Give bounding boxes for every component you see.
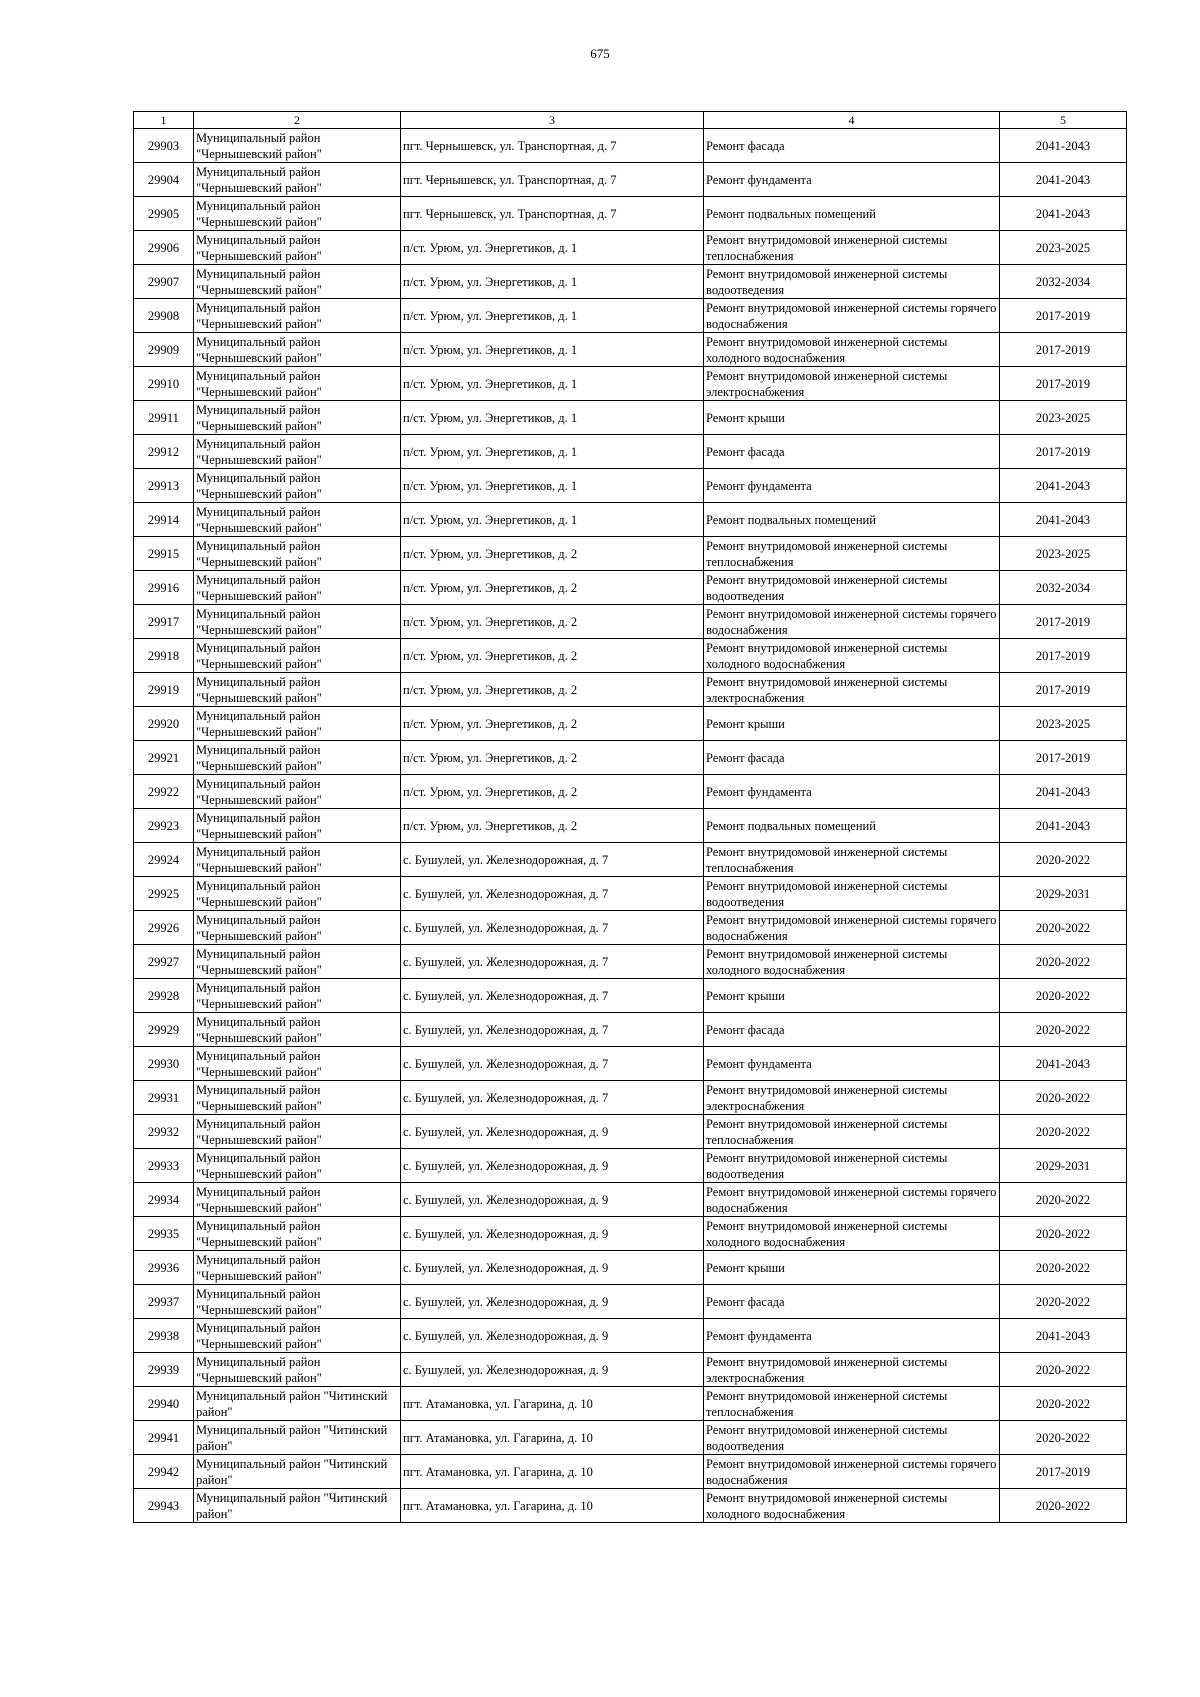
cell-municipality: Муниципальный район "Чернышевский район" — [194, 469, 401, 503]
cell-municipality: Муниципальный район "Читинский район" — [194, 1489, 401, 1523]
table-row — [134, 1047, 1127, 1081]
cell-address: п/ст. Урюм, ул. Энергетиков, д. 1 — [401, 367, 704, 401]
repair-schedule-table — [133, 111, 1127, 1523]
cell-municipality: Муниципальный район "Чернышевский район" — [194, 1013, 401, 1047]
cell-row-number: 29931 — [134, 1081, 194, 1115]
cell-period: 2020-2022 — [1000, 1387, 1127, 1421]
cell-municipality: Муниципальный район "Чернышевский район" — [194, 1149, 401, 1183]
cell-municipality: Муниципальный район "Чернышевский район" — [194, 1081, 401, 1115]
cell-address: с. Бушулей, ул. Железнодорожная, д. 9 — [401, 1319, 704, 1353]
cell-work-type: Ремонт внутридомовой инженерной системы теплоснабжения — [704, 1115, 1000, 1149]
table-row — [134, 1421, 1127, 1455]
cell-address: с. Бушулей, ул. Железнодорожная, д. 7 — [401, 1081, 704, 1115]
cell-municipality: Муниципальный район "Чернышевский район" — [194, 775, 401, 809]
cell-work-type: Ремонт крыши — [704, 979, 1000, 1013]
cell-address: п/ст. Урюм, ул. Энергетиков, д. 1 — [401, 469, 704, 503]
cell-municipality: Муниципальный район "Чернышевский район" — [194, 639, 401, 673]
cell-address: п/ст. Урюм, ул. Энергетиков, д. 1 — [401, 299, 704, 333]
cell-address: п/ст. Урюм, ул. Энергетиков, д. 2 — [401, 537, 704, 571]
cell-address: с. Бушулей, ул. Железнодорожная, д. 9 — [401, 1251, 704, 1285]
cell-period: 2020-2022 — [1000, 911, 1127, 945]
cell-work-type: Ремонт внутридомовой инженерной системы электроснабжения — [704, 673, 1000, 707]
cell-period: 2020-2022 — [1000, 1421, 1127, 1455]
cell-work-type: Ремонт крыши — [704, 401, 1000, 435]
cell-row-number: 29912 — [134, 435, 194, 469]
cell-address: п/ст. Урюм, ул. Энергетиков, д. 2 — [401, 809, 704, 843]
cell-row-number: 29938 — [134, 1319, 194, 1353]
cell-address: п/ст. Урюм, ул. Энергетиков, д. 2 — [401, 639, 704, 673]
table-row — [134, 265, 1127, 299]
cell-period: 2017-2019 — [1000, 367, 1127, 401]
cell-municipality: Муниципальный район "Чернышевский район" — [194, 707, 401, 741]
cell-address: с. Бушулей, ул. Железнодорожная, д. 7 — [401, 877, 704, 911]
header-col-5: 5 — [1000, 112, 1127, 129]
cell-work-type: Ремонт фундамента — [704, 1047, 1000, 1081]
cell-row-number: 29907 — [134, 265, 194, 299]
cell-row-number: 29940 — [134, 1387, 194, 1421]
cell-municipality: Муниципальный район "Чернышевский район" — [194, 1183, 401, 1217]
cell-municipality: Муниципальный район "Читинский район" — [194, 1455, 401, 1489]
cell-period: 2032-2034 — [1000, 571, 1127, 605]
cell-period: 2041-2043 — [1000, 469, 1127, 503]
cell-municipality: Муниципальный район "Чернышевский район" — [194, 129, 401, 163]
table-row — [134, 299, 1127, 333]
cell-address: п/ст. Урюм, ул. Энергетиков, д. 1 — [401, 435, 704, 469]
cell-row-number: 29936 — [134, 1251, 194, 1285]
cell-address: с. Бушулей, ул. Железнодорожная, д. 9 — [401, 1149, 704, 1183]
table-row — [134, 945, 1127, 979]
cell-work-type: Ремонт фундамента — [704, 775, 1000, 809]
cell-work-type: Ремонт внутридомовой инженерной системы водоотведения — [704, 571, 1000, 605]
cell-period: 2023-2025 — [1000, 537, 1127, 571]
cell-municipality: Муниципальный район "Чернышевский район" — [194, 163, 401, 197]
cell-municipality: Муниципальный район "Чернышевский район" — [194, 979, 401, 1013]
table-row — [134, 1081, 1127, 1115]
cell-municipality: Муниципальный район "Чернышевский район" — [194, 503, 401, 537]
cell-period: 2020-2022 — [1000, 1251, 1127, 1285]
cell-row-number: 29928 — [134, 979, 194, 1013]
cell-period: 2017-2019 — [1000, 333, 1127, 367]
cell-period: 2023-2025 — [1000, 707, 1127, 741]
cell-row-number: 29924 — [134, 843, 194, 877]
cell-row-number: 29910 — [134, 367, 194, 401]
cell-work-type: Ремонт внутридомовой инженерной системы электроснабжения — [704, 367, 1000, 401]
cell-municipality: Муниципальный район "Чернышевский район" — [194, 299, 401, 333]
cell-work-type: Ремонт внутридомовой инженерной системы горячего водоснабжения — [704, 299, 1000, 333]
table-row — [134, 367, 1127, 401]
table-row — [134, 231, 1127, 265]
cell-work-type: Ремонт внутридомовой инженерной системы горячего водоснабжения — [704, 1183, 1000, 1217]
cell-work-type: Ремонт внутридомовой инженерной системы холодного водоснабжения — [704, 1489, 1000, 1523]
cell-period: 2041-2043 — [1000, 197, 1127, 231]
cell-period: 2041-2043 — [1000, 1047, 1127, 1081]
cell-row-number: 29934 — [134, 1183, 194, 1217]
cell-address: п/ст. Урюм, ул. Энергетиков, д. 1 — [401, 231, 704, 265]
cell-work-type: Ремонт фундамента — [704, 1319, 1000, 1353]
cell-address: с. Бушулей, ул. Железнодорожная, д. 7 — [401, 843, 704, 877]
cell-address: пгт. Атамановка, ул. Гагарина, д. 10 — [401, 1455, 704, 1489]
cell-municipality: Муниципальный район "Чернышевский район" — [194, 741, 401, 775]
table-row — [134, 877, 1127, 911]
cell-period: 2017-2019 — [1000, 1455, 1127, 1489]
cell-row-number: 29918 — [134, 639, 194, 673]
cell-work-type: Ремонт внутридомовой инженерной системы холодного водоснабжения — [704, 945, 1000, 979]
table-row — [134, 333, 1127, 367]
cell-period: 2017-2019 — [1000, 299, 1127, 333]
cell-period: 2017-2019 — [1000, 741, 1127, 775]
cell-row-number: 29929 — [134, 1013, 194, 1047]
cell-address: пгт. Чернышевск, ул. Транспортная, д. 7 — [401, 163, 704, 197]
cell-address: п/ст. Урюм, ул. Энергетиков, д. 2 — [401, 571, 704, 605]
cell-address: п/ст. Урюм, ул. Энергетиков, д. 2 — [401, 775, 704, 809]
cell-row-number: 29922 — [134, 775, 194, 809]
header-col-2: 2 — [194, 112, 401, 129]
cell-address: с. Бушулей, ул. Железнодорожная, д. 7 — [401, 1047, 704, 1081]
cell-row-number: 29917 — [134, 605, 194, 639]
cell-municipality: Муниципальный район "Чернышевский район" — [194, 333, 401, 367]
cell-row-number: 29932 — [134, 1115, 194, 1149]
cell-municipality: Муниципальный район "Чернышевский район" — [194, 571, 401, 605]
cell-municipality: Муниципальный район "Чернышевский район" — [194, 401, 401, 435]
header-col-3: 3 — [401, 112, 704, 129]
cell-row-number: 29937 — [134, 1285, 194, 1319]
cell-address: п/ст. Урюм, ул. Энергетиков, д. 2 — [401, 673, 704, 707]
cell-period: 2017-2019 — [1000, 639, 1127, 673]
cell-work-type: Ремонт внутридомовой инженерной системы водоотведения — [704, 265, 1000, 299]
cell-row-number: 29943 — [134, 1489, 194, 1523]
header-col-4: 4 — [704, 112, 1000, 129]
table-row — [134, 1013, 1127, 1047]
cell-period: 2020-2022 — [1000, 1081, 1127, 1115]
cell-municipality: Муниципальный район "Чернышевский район" — [194, 1115, 401, 1149]
cell-work-type: Ремонт внутридомовой инженерной системы водоотведения — [704, 1421, 1000, 1455]
cell-row-number: 29921 — [134, 741, 194, 775]
cell-address: п/ст. Урюм, ул. Энергетиков, д. 2 — [401, 741, 704, 775]
cell-row-number: 29914 — [134, 503, 194, 537]
cell-period: 2041-2043 — [1000, 129, 1127, 163]
cell-row-number: 29925 — [134, 877, 194, 911]
table-row — [134, 639, 1127, 673]
cell-municipality: Муниципальный район "Чернышевский район" — [194, 843, 401, 877]
cell-period: 2020-2022 — [1000, 1115, 1127, 1149]
table-row — [134, 1183, 1127, 1217]
cell-row-number: 29939 — [134, 1353, 194, 1387]
cell-address: с. Бушулей, ул. Железнодорожная, д. 7 — [401, 911, 704, 945]
cell-period: 2020-2022 — [1000, 1285, 1127, 1319]
cell-address: с. Бушулей, ул. Железнодорожная, д. 9 — [401, 1115, 704, 1149]
header-col-1: 1 — [134, 112, 194, 129]
cell-period: 2041-2043 — [1000, 163, 1127, 197]
cell-period: 2041-2043 — [1000, 503, 1127, 537]
cell-municipality: Муниципальный район "Читинский район" — [194, 1387, 401, 1421]
table-row — [134, 1149, 1127, 1183]
table-row — [134, 435, 1127, 469]
cell-period: 2020-2022 — [1000, 843, 1127, 877]
cell-row-number: 29933 — [134, 1149, 194, 1183]
cell-period: 2020-2022 — [1000, 979, 1127, 1013]
cell-work-type: Ремонт фасада — [704, 741, 1000, 775]
table-row — [134, 1285, 1127, 1319]
table-row — [134, 775, 1127, 809]
cell-period: 2017-2019 — [1000, 435, 1127, 469]
cell-work-type: Ремонт подвальных помещений — [704, 197, 1000, 231]
table-row — [134, 1455, 1127, 1489]
cell-period: 2020-2022 — [1000, 1013, 1127, 1047]
cell-period: 2041-2043 — [1000, 809, 1127, 843]
cell-row-number: 29927 — [134, 945, 194, 979]
cell-work-type: Ремонт внутридомовой инженерной системы горячего водоснабжения — [704, 911, 1000, 945]
cell-work-type: Ремонт внутридомовой инженерной системы горячего водоснабжения — [704, 1455, 1000, 1489]
cell-address: с. Бушулей, ул. Железнодорожная, д. 7 — [401, 979, 704, 1013]
cell-row-number: 29935 — [134, 1217, 194, 1251]
cell-period: 2020-2022 — [1000, 1183, 1127, 1217]
cell-work-type: Ремонт внутридомовой инженерной системы холодного водоснабжения — [704, 333, 1000, 367]
cell-municipality: Муниципальный район "Чернышевский район" — [194, 367, 401, 401]
cell-address: п/ст. Урюм, ул. Энергетиков, д. 2 — [401, 707, 704, 741]
cell-address: пгт. Чернышевск, ул. Транспортная, д. 7 — [401, 129, 704, 163]
table-row — [134, 1353, 1127, 1387]
table-body — [134, 129, 1127, 1523]
cell-address: пгт. Атамановка, ул. Гагарина, д. 10 — [401, 1489, 704, 1523]
cell-municipality: Муниципальный район "Чернышевский район" — [194, 231, 401, 265]
cell-work-type: Ремонт крыши — [704, 1251, 1000, 1285]
table-row — [134, 571, 1127, 605]
cell-period: 2023-2025 — [1000, 401, 1127, 435]
table-header-row — [134, 112, 1127, 129]
cell-row-number: 29904 — [134, 163, 194, 197]
cell-address: п/ст. Урюм, ул. Энергетиков, д. 2 — [401, 605, 704, 639]
cell-address: п/ст. Урюм, ул. Энергетиков, д. 1 — [401, 333, 704, 367]
cell-work-type: Ремонт внутридомовой инженерной системы водоотведения — [704, 1149, 1000, 1183]
table-row — [134, 1489, 1127, 1523]
table-row — [134, 979, 1127, 1013]
table-row — [134, 503, 1127, 537]
cell-row-number: 29915 — [134, 537, 194, 571]
cell-row-number: 29911 — [134, 401, 194, 435]
cell-row-number: 29920 — [134, 707, 194, 741]
cell-period: 2029-2031 — [1000, 1149, 1127, 1183]
cell-address: с. Бушулей, ул. Железнодорожная, д. 9 — [401, 1183, 704, 1217]
cell-row-number: 29903 — [134, 129, 194, 163]
cell-municipality: Муниципальный район "Чернышевский район" — [194, 537, 401, 571]
table-row — [134, 1217, 1127, 1251]
cell-municipality: Муниципальный район "Чернышевский район" — [194, 1319, 401, 1353]
cell-municipality: Муниципальный район "Чернышевский район" — [194, 265, 401, 299]
table-row — [134, 469, 1127, 503]
cell-row-number: 29908 — [134, 299, 194, 333]
page-number: 675 — [590, 46, 610, 61]
cell-work-type: Ремонт внутридомовой инженерной системы электроснабжения — [704, 1081, 1000, 1115]
cell-work-type: Ремонт фундамента — [704, 163, 1000, 197]
cell-municipality: Муниципальный район "Чернышевский район" — [194, 1285, 401, 1319]
cell-period: 2020-2022 — [1000, 945, 1127, 979]
cell-municipality: Муниципальный район "Читинский район" — [194, 1421, 401, 1455]
cell-municipality: Муниципальный район "Чернышевский район" — [194, 435, 401, 469]
cell-address: п/ст. Урюм, ул. Энергетиков, д. 1 — [401, 503, 704, 537]
cell-municipality: Муниципальный район "Чернышевский район" — [194, 1251, 401, 1285]
cell-work-type: Ремонт фасада — [704, 1285, 1000, 1319]
cell-row-number: 29930 — [134, 1047, 194, 1081]
cell-address: с. Бушулей, ул. Железнодорожная, д. 9 — [401, 1353, 704, 1387]
cell-row-number: 29942 — [134, 1455, 194, 1489]
cell-municipality: Муниципальный район "Чернышевский район" — [194, 673, 401, 707]
cell-municipality: Муниципальный район "Чернышевский район" — [194, 197, 401, 231]
cell-period: 2041-2043 — [1000, 1319, 1127, 1353]
table-row — [134, 809, 1127, 843]
cell-address: п/ст. Урюм, ул. Энергетиков, д. 1 — [401, 265, 704, 299]
cell-work-type: Ремонт внутридомовой инженерной системы электроснабжения — [704, 1353, 1000, 1387]
cell-row-number: 29916 — [134, 571, 194, 605]
cell-row-number: 29905 — [134, 197, 194, 231]
cell-municipality: Муниципальный район "Чернышевский район" — [194, 605, 401, 639]
cell-address: с. Бушулей, ул. Железнодорожная, д. 9 — [401, 1285, 704, 1319]
cell-row-number: 29913 — [134, 469, 194, 503]
cell-work-type: Ремонт внутридомовой инженерной системы горячего водоснабжения — [704, 605, 1000, 639]
cell-work-type: Ремонт крыши — [704, 707, 1000, 741]
cell-work-type: Ремонт фундамента — [704, 469, 1000, 503]
cell-work-type: Ремонт подвальных помещений — [704, 809, 1000, 843]
cell-work-type: Ремонт внутридомовой инженерной системы теплоснабжения — [704, 1387, 1000, 1421]
cell-row-number: 29919 — [134, 673, 194, 707]
table-row — [134, 197, 1127, 231]
cell-municipality: Муниципальный район "Чернышевский район" — [194, 1217, 401, 1251]
cell-address: пгт. Чернышевск, ул. Транспортная, д. 7 — [401, 197, 704, 231]
table-row — [134, 605, 1127, 639]
cell-period: 2017-2019 — [1000, 605, 1127, 639]
cell-row-number: 29906 — [134, 231, 194, 265]
cell-address: с. Бушулей, ул. Железнодорожная, д. 7 — [401, 1013, 704, 1047]
cell-work-type: Ремонт внутридомовой инженерной системы водоотведения — [704, 877, 1000, 911]
table-row — [134, 911, 1127, 945]
cell-work-type: Ремонт внутридомовой инженерной системы теплоснабжения — [704, 537, 1000, 571]
table-row — [134, 1319, 1127, 1353]
cell-municipality: Муниципальный район "Чернышевский район" — [194, 877, 401, 911]
cell-municipality: Муниципальный район "Чернышевский район" — [194, 945, 401, 979]
cell-period: 2041-2043 — [1000, 775, 1127, 809]
cell-work-type: Ремонт фасада — [704, 435, 1000, 469]
table-row — [134, 1387, 1127, 1421]
table-row — [134, 163, 1127, 197]
cell-work-type: Ремонт внутридомовой инженерной системы теплоснабжения — [704, 231, 1000, 265]
table-row — [134, 673, 1127, 707]
cell-period: 2020-2022 — [1000, 1489, 1127, 1523]
cell-address: пгт. Атамановка, ул. Гагарина, д. 10 — [401, 1387, 704, 1421]
table-row — [134, 707, 1127, 741]
cell-row-number: 29926 — [134, 911, 194, 945]
table-row — [134, 129, 1127, 163]
table-row — [134, 843, 1127, 877]
cell-work-type: Ремонт фасада — [704, 1013, 1000, 1047]
table-row — [134, 741, 1127, 775]
cell-period: 2029-2031 — [1000, 877, 1127, 911]
cell-municipality: Муниципальный район "Чернышевский район" — [194, 809, 401, 843]
cell-row-number: 29909 — [134, 333, 194, 367]
cell-period: 2032-2034 — [1000, 265, 1127, 299]
table-row — [134, 401, 1127, 435]
table-row — [134, 537, 1127, 571]
cell-period: 2023-2025 — [1000, 231, 1127, 265]
cell-work-type: Ремонт подвальных помещений — [704, 503, 1000, 537]
cell-municipality: Муниципальный район "Чернышевский район" — [194, 1047, 401, 1081]
cell-address: с. Бушулей, ул. Железнодорожная, д. 9 — [401, 1217, 704, 1251]
table-row — [134, 1115, 1127, 1149]
cell-municipality: Муниципальный район "Чернышевский район" — [194, 1353, 401, 1387]
cell-work-type: Ремонт внутридомовой инженерной системы холодного водоснабжения — [704, 639, 1000, 673]
cell-municipality: Муниципальный район "Чернышевский район" — [194, 911, 401, 945]
cell-address: пгт. Атамановка, ул. Гагарина, д. 10 — [401, 1421, 704, 1455]
table-row — [134, 1251, 1127, 1285]
cell-work-type: Ремонт фасада — [704, 129, 1000, 163]
cell-period: 2020-2022 — [1000, 1217, 1127, 1251]
cell-period: 2017-2019 — [1000, 673, 1127, 707]
cell-row-number: 29941 — [134, 1421, 194, 1455]
cell-work-type: Ремонт внутридомовой инженерной системы холодного водоснабжения — [704, 1217, 1000, 1251]
cell-row-number: 29923 — [134, 809, 194, 843]
cell-address: п/ст. Урюм, ул. Энергетиков, д. 1 — [401, 401, 704, 435]
cell-period: 2020-2022 — [1000, 1353, 1127, 1387]
cell-work-type: Ремонт внутридомовой инженерной системы теплоснабжения — [704, 843, 1000, 877]
cell-address: с. Бушулей, ул. Железнодорожная, д. 7 — [401, 945, 704, 979]
